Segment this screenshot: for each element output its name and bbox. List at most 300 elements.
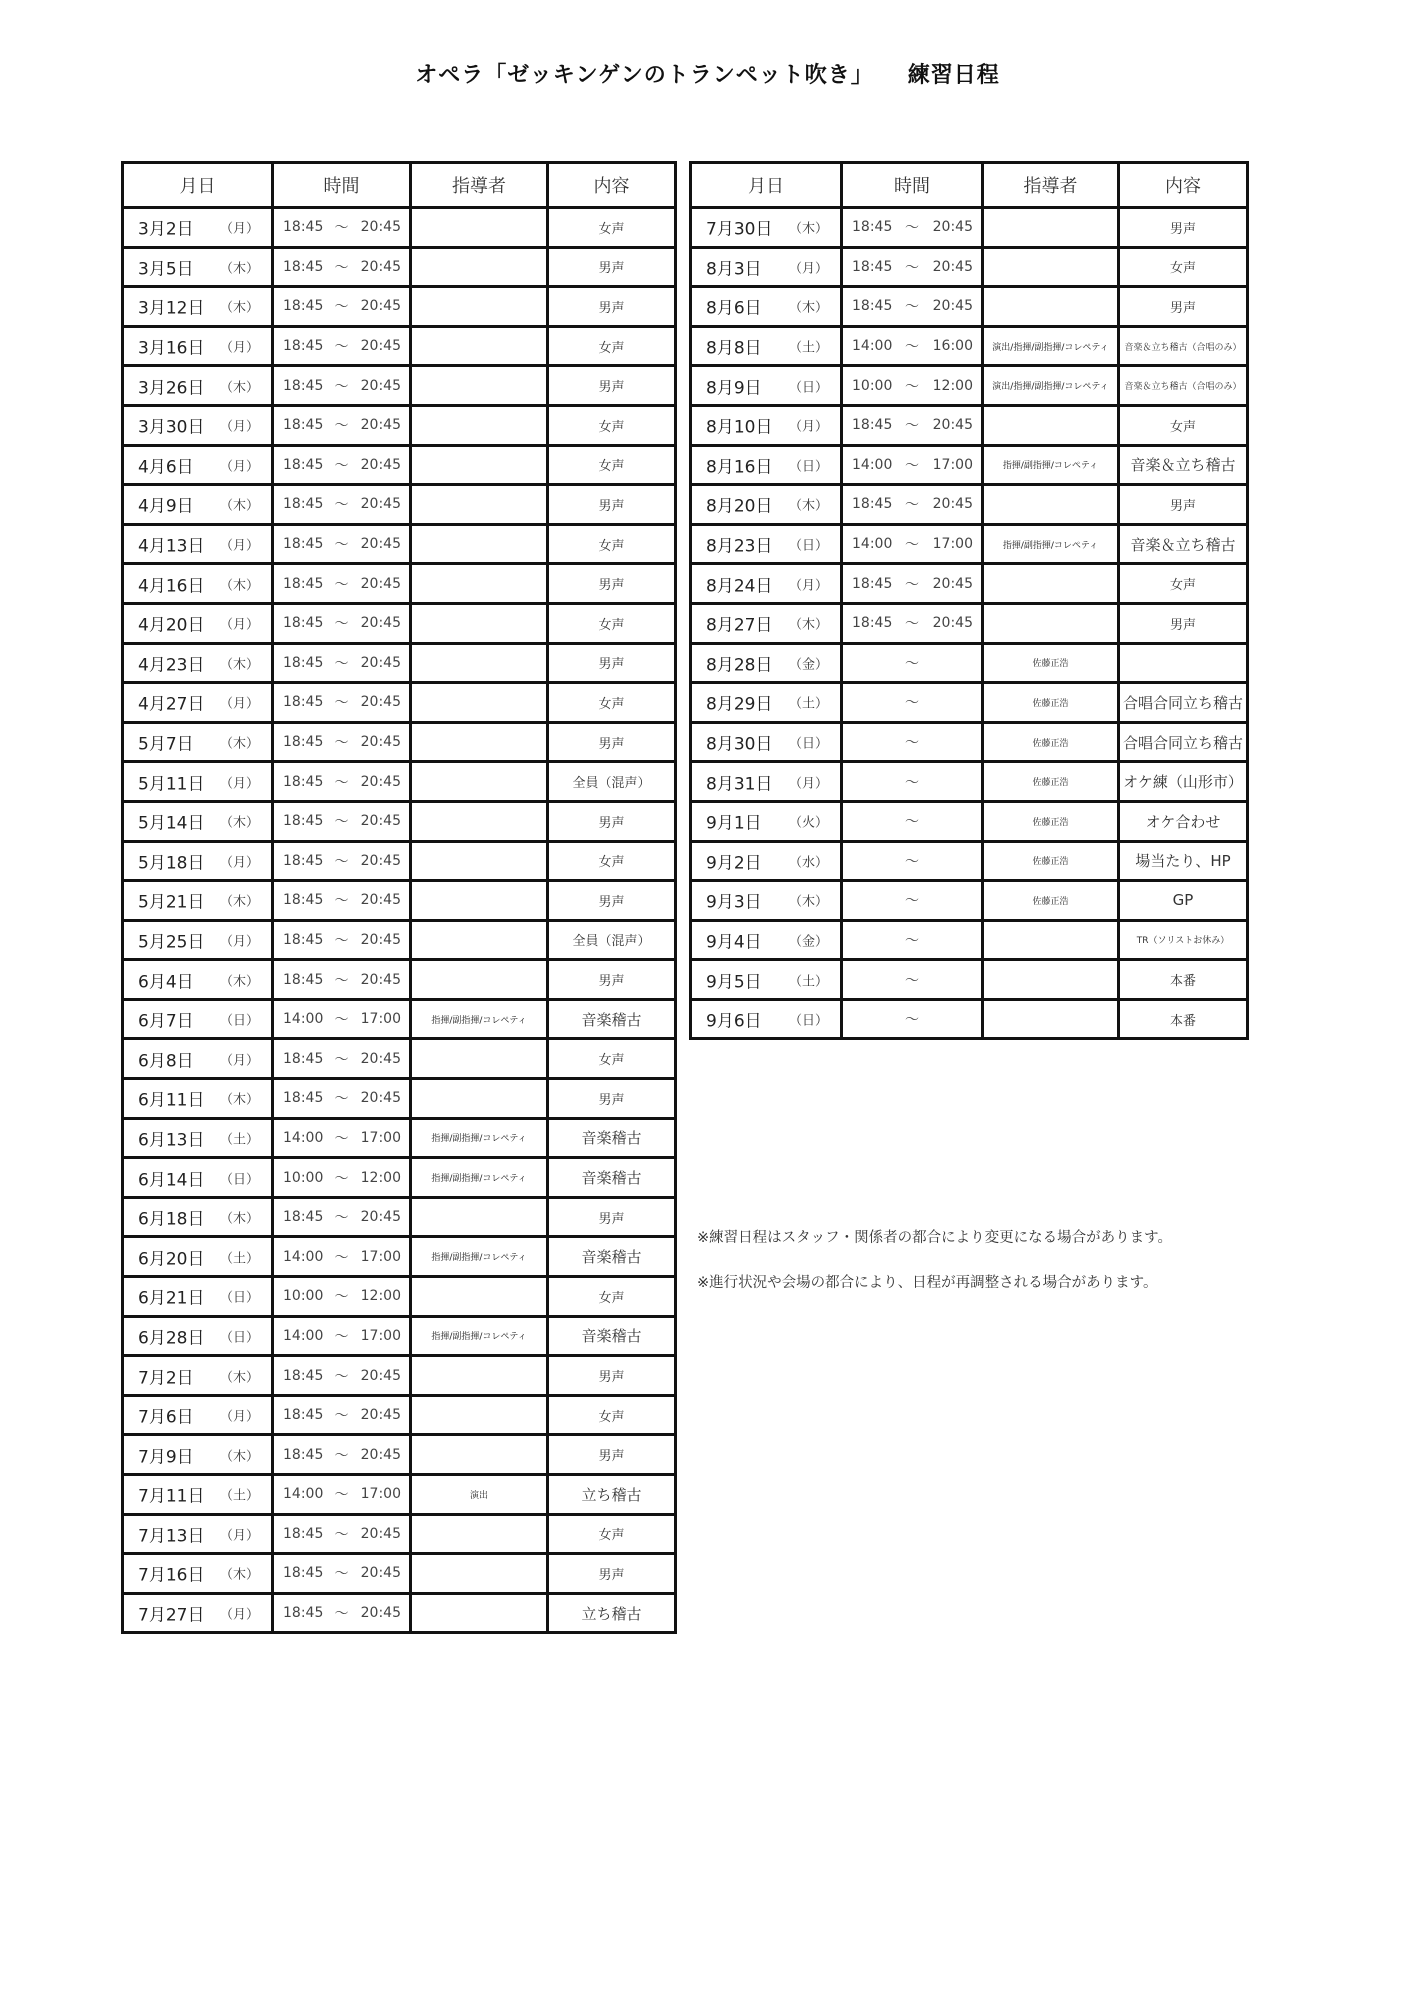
instructor-cell — [411, 1395, 548, 1435]
weekday: （月） — [788, 578, 828, 594]
time-cell — [273, 1514, 411, 1554]
date-cell — [691, 643, 842, 683]
content-cell: 本番 — [1119, 960, 1248, 1000]
date-cell — [691, 960, 842, 1000]
date: 3月12日 — [138, 298, 205, 319]
table-row — [123, 564, 676, 604]
time-separator: ～ — [905, 655, 919, 672]
date-cell — [123, 287, 273, 327]
weekday: （土） — [788, 696, 828, 712]
time-cell — [273, 999, 411, 1039]
start-time: 18:45 — [852, 615, 893, 632]
end-time: 20:45 — [360, 852, 401, 869]
table-row — [123, 841, 676, 881]
table-row — [123, 485, 676, 525]
date-cell — [691, 801, 842, 841]
date-cell — [123, 603, 273, 643]
table-row — [691, 683, 1248, 723]
time-separator: ～ — [334, 1606, 349, 1623]
time-separator: ～ — [334, 220, 349, 237]
end-time: 20:45 — [360, 1446, 401, 1463]
weekday: （木） — [219, 974, 259, 990]
instructor-cell: 佐藤正浩 — [983, 722, 1119, 762]
instructor-cell — [411, 1435, 548, 1475]
notes — [697, 1226, 1172, 1316]
instructor-cell: 指揮/副指揮/コレペティ — [983, 445, 1119, 485]
weekday: （月） — [219, 340, 259, 356]
header-date: 月日 — [691, 163, 842, 208]
end-time: 20:45 — [360, 1605, 401, 1622]
time-separator: ～ — [334, 695, 349, 712]
weekday: （日） — [788, 736, 828, 752]
instructor-cell: 指揮/副指揮/コレペティ — [411, 1118, 548, 1158]
date: 4月13日 — [138, 536, 205, 557]
content-cell: 女声 — [548, 405, 676, 445]
start-time: 14:00 — [283, 1327, 324, 1344]
table-row — [691, 326, 1248, 366]
time-separator: ～ — [334, 932, 349, 949]
start-time: 18:45 — [283, 456, 324, 473]
document-title — [0, 58, 1415, 89]
instructor-cell: 演出 — [411, 1475, 548, 1515]
time-separator: ～ — [905, 378, 919, 395]
date-cell — [123, 524, 273, 564]
date: 6月28日 — [138, 1328, 205, 1349]
content-cell: 女声 — [1119, 405, 1248, 445]
table-row — [691, 722, 1248, 762]
time-separator: ～ — [905, 339, 919, 356]
date: 8月20日 — [706, 496, 773, 517]
content-cell: 男声 — [548, 643, 676, 683]
content-cell: 男声 — [548, 1356, 676, 1396]
date-cell — [691, 287, 842, 327]
date: 4月27日 — [138, 694, 205, 715]
content-cell: 男声 — [548, 881, 676, 921]
table-row — [123, 683, 676, 723]
weekday: （木） — [219, 380, 259, 396]
table-header — [123, 163, 676, 208]
table-row — [123, 524, 676, 564]
date: 5月14日 — [138, 813, 205, 834]
content-cell: 音楽稽古 — [548, 1158, 676, 1198]
end-time: 17:00 — [360, 1011, 401, 1028]
instructor-cell — [411, 1593, 548, 1633]
start-time: 10:00 — [283, 1288, 324, 1305]
table-row — [123, 366, 676, 406]
time-separator: ～ — [334, 655, 349, 672]
end-time: 20:45 — [360, 417, 401, 434]
time-cell — [273, 405, 411, 445]
instructor-cell — [411, 603, 548, 643]
date-cell — [123, 366, 273, 406]
table-row — [691, 603, 1248, 643]
content-cell: 男声 — [548, 722, 676, 762]
time-cell — [273, 960, 411, 1000]
table-row — [691, 405, 1248, 445]
time-separator: ～ — [334, 735, 349, 752]
instructor-cell — [411, 881, 548, 921]
time-separator: ～ — [905, 497, 919, 514]
date-cell — [691, 366, 842, 406]
start-time: 18:45 — [283, 931, 324, 948]
time-cell — [273, 603, 411, 643]
time-cell — [842, 722, 983, 762]
date: 5月18日 — [138, 853, 205, 874]
content-cell: 男声 — [548, 801, 676, 841]
date: 6月14日 — [138, 1170, 205, 1191]
date: 8月31日 — [706, 774, 773, 795]
instructor-cell: 佐藤正浩 — [983, 801, 1119, 841]
date-cell — [691, 445, 842, 485]
time-cell — [842, 643, 983, 683]
weekday: （土） — [219, 1132, 259, 1148]
time-separator: ～ — [334, 1170, 349, 1187]
time-separator: ～ — [334, 1526, 349, 1543]
date: 8月29日 — [706, 694, 773, 715]
time-cell — [273, 643, 411, 683]
date: 7月6日 — [138, 1407, 194, 1428]
time-cell — [842, 366, 983, 406]
time-separator: ～ — [905, 735, 919, 752]
time-cell — [273, 1356, 411, 1396]
time-separator: ～ — [905, 259, 919, 276]
end-time: 17:00 — [360, 1486, 401, 1503]
table-row — [123, 1514, 676, 1554]
time-cell — [273, 1316, 411, 1356]
date: 8月6日 — [706, 298, 762, 319]
start-time: 18:45 — [283, 971, 324, 988]
date: 4月9日 — [138, 496, 194, 517]
start-time: 18:45 — [283, 377, 324, 394]
end-time: 20:45 — [360, 615, 401, 632]
date: 6月13日 — [138, 1130, 205, 1151]
content-cell — [1119, 643, 1248, 683]
end-time: 16:00 — [932, 338, 973, 355]
date: 7月27日 — [138, 1605, 205, 1626]
time-cell — [842, 485, 983, 525]
time-separator: ～ — [334, 1091, 349, 1108]
date-cell — [123, 1197, 273, 1237]
end-time: 20:45 — [360, 575, 401, 592]
date-cell — [123, 1118, 273, 1158]
table-row — [123, 1277, 676, 1317]
weekday: （月） — [219, 1607, 259, 1623]
weekday: （日） — [219, 1013, 259, 1029]
date: 6月21日 — [138, 1288, 205, 1309]
time-cell — [273, 1237, 411, 1277]
instructor-cell — [983, 960, 1119, 1000]
date-cell — [691, 524, 842, 564]
weekday: （木） — [219, 300, 259, 316]
weekday: （日） — [219, 1330, 259, 1346]
weekday: （木） — [788, 300, 828, 316]
time-cell — [273, 881, 411, 921]
time-cell — [273, 564, 411, 604]
date: 6月8日 — [138, 1051, 194, 1072]
time-cell — [273, 1197, 411, 1237]
end-time: 12:00 — [360, 1169, 401, 1186]
header-time: 時間 — [842, 163, 983, 208]
weekday: （日） — [788, 1013, 828, 1029]
weekday: （木） — [219, 1370, 259, 1386]
content-cell: GP — [1119, 881, 1248, 921]
instructor-cell — [411, 208, 548, 248]
time-cell — [842, 603, 983, 643]
start-time: 18:45 — [283, 219, 324, 236]
date-cell — [123, 1158, 273, 1198]
instructor-cell — [411, 366, 548, 406]
time-cell — [273, 1554, 411, 1594]
instructor-cell: 指揮/副指揮/コレペティ — [983, 524, 1119, 564]
weekday: （木） — [219, 1449, 259, 1465]
header-content: 内容 — [548, 163, 676, 208]
end-time: 20:45 — [360, 971, 401, 988]
instructor-cell — [983, 208, 1119, 248]
date-cell — [123, 564, 273, 604]
time-cell — [842, 683, 983, 723]
instructor-cell — [411, 683, 548, 723]
table-row — [691, 524, 1248, 564]
header-content: 内容 — [1119, 163, 1248, 208]
content-cell: 男声 — [548, 1554, 676, 1594]
date: 4月20日 — [138, 615, 205, 636]
content-cell: 音楽稽古 — [548, 999, 676, 1039]
time-cell — [273, 485, 411, 525]
table-row — [123, 1316, 676, 1356]
instructor-cell — [411, 1079, 548, 1119]
date-cell — [691, 326, 842, 366]
weekday: （月） — [219, 1053, 259, 1069]
table-row — [123, 287, 676, 327]
start-time: 18:45 — [283, 734, 324, 751]
content-cell: 場当たり、HP — [1119, 841, 1248, 881]
end-time: 12:00 — [932, 377, 973, 394]
weekday: （土） — [219, 1251, 259, 1267]
time-separator: ～ — [905, 893, 919, 910]
content-cell: 音楽稽古 — [548, 1237, 676, 1277]
instructor-cell — [411, 524, 548, 564]
time-cell — [273, 1475, 411, 1515]
content-cell: 男声 — [548, 247, 676, 287]
instructor-cell: 指揮/副指揮/コレペティ — [411, 1158, 548, 1198]
instructor-cell — [411, 643, 548, 683]
content-cell: 音楽＆立ち稽古 — [1119, 524, 1248, 564]
instructor-cell — [983, 485, 1119, 525]
content-cell: 女声 — [548, 1039, 676, 1079]
time-separator: ～ — [905, 695, 919, 712]
date-cell — [123, 683, 273, 723]
instructor-cell — [411, 1197, 548, 1237]
content-cell: 女声 — [548, 603, 676, 643]
table-row — [123, 247, 676, 287]
weekday: （日） — [788, 538, 828, 554]
date-cell — [691, 881, 842, 921]
weekday: （木） — [219, 261, 259, 277]
header-time: 時間 — [273, 163, 411, 208]
date-cell — [123, 643, 273, 683]
date-cell — [123, 801, 273, 841]
table-row — [691, 801, 1248, 841]
time-cell — [273, 208, 411, 248]
table-row — [691, 762, 1248, 802]
date-cell — [691, 683, 842, 723]
schedule-table-right — [689, 161, 1249, 1040]
table-row — [123, 762, 676, 802]
weekday: （月） — [219, 934, 259, 950]
table-row — [123, 1118, 676, 1158]
start-time: 18:45 — [283, 258, 324, 275]
date-cell — [123, 1554, 273, 1594]
weekday: （金） — [788, 934, 828, 950]
content-cell: 男声 — [1119, 208, 1248, 248]
date: 9月4日 — [706, 932, 762, 953]
end-time: 20:45 — [360, 377, 401, 394]
date: 8月10日 — [706, 417, 773, 438]
start-time: 18:45 — [283, 694, 324, 711]
end-time: 20:45 — [360, 338, 401, 355]
content-cell: 男声 — [548, 960, 676, 1000]
date: 6月11日 — [138, 1090, 205, 1111]
date-cell — [123, 1277, 273, 1317]
time-separator: ～ — [334, 497, 349, 514]
end-time: 20:45 — [360, 734, 401, 751]
date: 5月25日 — [138, 932, 205, 953]
start-time: 14:00 — [852, 456, 893, 473]
table-row — [123, 1593, 676, 1633]
content-cell: 女声 — [548, 841, 676, 881]
time-cell — [273, 326, 411, 366]
content-cell: 全員（混声） — [548, 920, 676, 960]
date-cell — [123, 1435, 273, 1475]
date: 3月2日 — [138, 219, 194, 240]
content-cell: 女声 — [1119, 247, 1248, 287]
time-cell — [842, 841, 983, 881]
date-cell — [123, 881, 273, 921]
end-time: 12:00 — [360, 1288, 401, 1305]
end-time: 20:45 — [360, 931, 401, 948]
time-separator: ～ — [334, 1051, 349, 1068]
weekday: （木） — [788, 617, 828, 633]
start-time: 18:45 — [283, 1446, 324, 1463]
content-cell: 女声 — [548, 1514, 676, 1554]
time-separator: ～ — [334, 457, 349, 474]
date-cell — [123, 841, 273, 881]
instructor-cell — [411, 405, 548, 445]
date-cell — [691, 208, 842, 248]
weekday: （日） — [788, 380, 828, 396]
date-cell — [123, 1593, 273, 1633]
table-row — [123, 722, 676, 762]
start-time: 18:45 — [852, 219, 893, 236]
instructor-cell — [411, 762, 548, 802]
instructor-cell — [983, 999, 1119, 1039]
time-separator: ～ — [905, 774, 919, 791]
instructor-cell — [983, 405, 1119, 445]
content-cell: 全員（混声） — [548, 762, 676, 802]
table-row — [123, 1554, 676, 1594]
time-separator: ～ — [334, 972, 349, 989]
end-time: 20:45 — [360, 496, 401, 513]
instructor-cell: 佐藤正浩 — [983, 841, 1119, 881]
end-time: 20:45 — [360, 892, 401, 909]
end-time: 17:00 — [360, 1327, 401, 1344]
table-row — [691, 445, 1248, 485]
date: 9月2日 — [706, 853, 762, 874]
time-separator: ～ — [905, 418, 919, 435]
date: 7月9日 — [138, 1447, 194, 1468]
weekday: （土） — [219, 1488, 259, 1504]
time-cell — [273, 1435, 411, 1475]
time-separator: ～ — [905, 299, 919, 316]
content-cell: 女声 — [548, 326, 676, 366]
time-separator: ～ — [334, 814, 349, 831]
start-time: 18:45 — [283, 1525, 324, 1542]
table-row — [123, 999, 676, 1039]
table-row — [123, 920, 676, 960]
date: 8月27日 — [706, 615, 773, 636]
date: 6月4日 — [138, 972, 194, 993]
start-time: 18:45 — [283, 298, 324, 315]
content-cell: オケ練（山形市） — [1119, 762, 1248, 802]
weekday: （日） — [219, 1290, 259, 1306]
content-cell: 合唱合同立ち稽古 — [1119, 722, 1248, 762]
time-separator: ～ — [334, 774, 349, 791]
date-cell — [691, 247, 842, 287]
time-separator: ～ — [334, 418, 349, 435]
weekday: （月） — [219, 1409, 259, 1425]
date-cell — [123, 960, 273, 1000]
start-time: 18:45 — [283, 813, 324, 830]
content-cell: 女声 — [548, 1277, 676, 1317]
time-cell — [842, 405, 983, 445]
content-cell: 女声 — [1119, 564, 1248, 604]
time-separator: ～ — [334, 339, 349, 356]
date: 6月18日 — [138, 1209, 205, 1230]
date-cell — [123, 326, 273, 366]
table-row — [123, 643, 676, 683]
date-cell — [123, 208, 273, 248]
time-separator: ～ — [905, 853, 919, 870]
end-time: 20:45 — [360, 654, 401, 671]
schedule-label: 練習日程 — [907, 63, 1000, 88]
date-cell — [123, 1237, 273, 1277]
instructor-cell: 佐藤正浩 — [983, 683, 1119, 723]
date: 8月9日 — [706, 378, 762, 399]
instructor-cell — [411, 326, 548, 366]
table-row — [691, 920, 1248, 960]
table-row — [691, 287, 1248, 327]
table-row — [123, 1237, 676, 1277]
time-separator: ～ — [905, 457, 919, 474]
time-cell — [273, 287, 411, 327]
time-separator: ～ — [334, 1130, 349, 1147]
date-cell — [123, 405, 273, 445]
time-separator: ～ — [334, 537, 349, 554]
weekday: （金） — [788, 657, 828, 673]
date: 8月30日 — [706, 734, 773, 755]
instructor-cell — [983, 287, 1119, 327]
instructor-cell: 指揮/副指揮/コレペティ — [411, 1316, 548, 1356]
end-time: 20:45 — [932, 575, 973, 592]
start-time: 18:45 — [283, 892, 324, 909]
weekday: （月） — [219, 538, 259, 554]
date: 5月21日 — [138, 892, 205, 913]
time-cell — [273, 445, 411, 485]
end-time: 17:00 — [932, 536, 973, 553]
content-cell: 立ち稽古 — [548, 1475, 676, 1515]
date: 9月6日 — [706, 1011, 762, 1032]
end-time: 20:45 — [360, 1367, 401, 1384]
